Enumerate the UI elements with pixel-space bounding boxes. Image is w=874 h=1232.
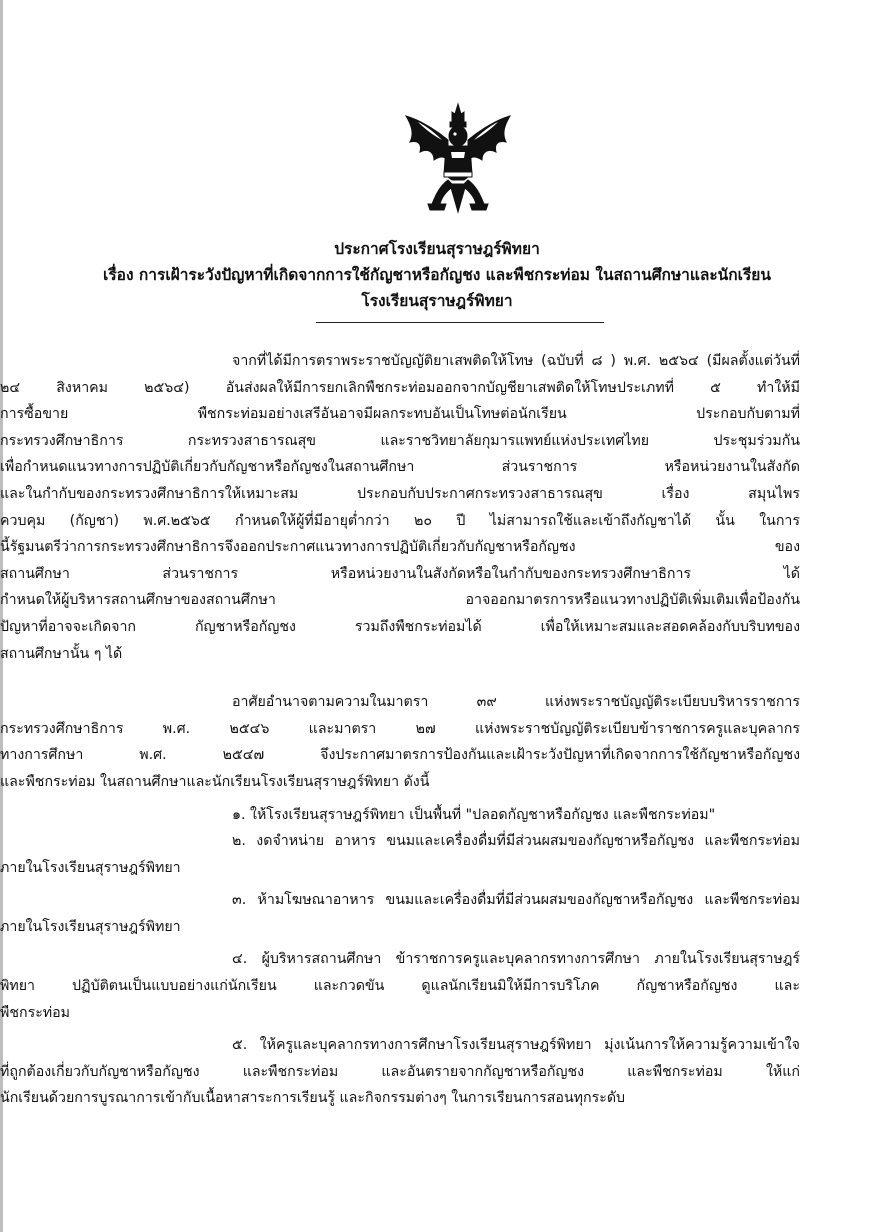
list-item-line: ๔. ผู้บริหารสถานศึกษา ข้าราชการครูและบุคลากรทางการศึกษา ภายในโรงเรียนสุราษฎร์ — [232, 951, 800, 968]
paragraph-line: เพื่อกำหนดแนวทางการปฏิบัติเกี่ยวกับกัญชาหรือกัญชงในสถานศึกษา ส่วนราชการ หรือหน่วยงานในสังกัด — [0, 459, 800, 476]
announcement-title: ประกาศโรงเรียนสุราษฎร์พิทยา — [334, 240, 540, 258]
list-item-line: ๒. งดจำหน่าย อาหาร ขนมและเครื่องดื่มที่มีส่วนผสมของกัญชาหรือกัญชง และพืชกระท่อม — [232, 833, 800, 850]
measure-list — [0, 802, 800, 1113]
paragraph-line: ปัญหาที่อาจจะเกิดจาก กัญชาหรือกัญชง รวมถึงพืชกระท่อมได้ เพื่อให้เหมาะสมและสอดคล้องกับบริบทของ — [0, 618, 800, 635]
paragraph-line: ทางการศึกษา พ.ศ. ๒๕๔๗ จึงประกาศมาตรการป้องกันและเฝ้าระวังปัญหาที่เกิดจากการใช้กัญชาหรือกัญชง — [0, 747, 800, 764]
list-item-line: พิทยา ปฏิบัติตนเป็นแบบอย่างแก่นักเรียน และกวดขัน ดูแลนักเรียนมิให้มีการบริโภค กัญชาหรือกัญชง และ — [0, 978, 800, 995]
announcement-school: โรงเรียนสุราษฎร์พิทยา — [361, 292, 513, 310]
list-item — [0, 887, 800, 940]
paragraph-line: กระทรวงศึกษาธิการ พ.ศ. ๒๕๔๖ และมาตรา ๒๗ แห่งพระราชบัญญัติระเบียบข้าราชการครูและบุคลากร — [0, 720, 800, 737]
announcement-heading — [60, 236, 814, 314]
paragraph-line: จากที่ได้มีการตราพระราชบัญญัติยาเสพติดให้โทษ (ฉบับที่ ๘ ) พ.ศ. ๒๕๖๔ (มีผลตั้งแต่วันที่ — [232, 353, 800, 369]
list-item-line: ภายในโรงเรียนสุราษฎร์พิทยา — [0, 918, 181, 935]
paragraph-line: ๒๔ สิงหาคม ๒๕๖๔) อันส่งผลให้มีการยกเลิกพืชกระท่อมออกจากบัญชียาเสพติดให้โทษประเภทที่ ๕ ทำให้มี — [0, 379, 800, 396]
paragraph-line: กระทรวงศึกษาธิการ กระทรวงสาธารณสุข และราชวิทยาลัยกุมารแพทย์แห่งประเทศไทย ประชุมร่วมกัน — [0, 432, 800, 449]
list-item-line: ที่ถูกต้องเกี่ยวกับกัญชาหรือกัญชง และพืชกระท่อม และอันตรายจากกัญชาหรือกัญชง และพืชกระท่อม ให้แก่ — [0, 1063, 800, 1080]
announcement-subject: เรื่อง การเฝ้าระวังปัญหาที่เกิดจากการใช้กัญชาหรือกัญชง และพืชกระท่อม ในสถานศึกษาและนักเรียน — [103, 266, 771, 284]
paragraph-line: นี้รัฐมนตรีว่าการกระทรวงศึกษาธิการจึงออกประกาศแนวทางการปฏิบัติเกี่ยวกับกัญชาหรือกัญชง ของ — [0, 539, 800, 556]
list-item — [0, 828, 800, 881]
paragraph-1 — [0, 348, 800, 667]
paragraph-line: กำหนดให้ผู้บริหารสถานศึกษาของสถานศึกษา อาจออกมาตรการหรือแนวทางปฏิบัติเพิ่มเติมเพื่อป้องกัน — [0, 592, 800, 609]
list-item-line: ๑. ให้โรงเรียนสุราษฎร์พิทยา เป็นพื้นที่ "ปลอดกัญชาหรือกัญชง และพืชกระท่อม" — [232, 806, 716, 823]
paragraph-line: ควบคุม (กัญชา) พ.ศ.๒๕๖๕ กำหนดให้ผู้ที่มีอายุต่ำกว่า ๒๐ ปี ไม่สามารถใช้และเข้าถึงกัญชาได้ นั้น ในการ — [0, 512, 800, 529]
paragraph-line: อาศัยอำนาจตามความในมาตรา ๓๙ แห่งพระราชบัญญัติระเบียบบริหารราชการ — [232, 694, 800, 711]
list-item-line: ภายในโรงเรียนสุราษฎร์พิทยา — [0, 859, 181, 876]
announcement-body — [0, 348, 800, 1112]
paragraph-line: สถานศึกษา ส่วนราชการ หรือหน่วยงานในสังกัดหรือในกำกับของกระทรวงศึกษาธิการ ได้ — [0, 565, 800, 582]
paragraph-2 — [0, 689, 800, 795]
list-item-line: ๕. ให้ครูและบุคลากรทางการศึกษาโรงเรียนสุราษฎร์พิทยา มุ่งเน้นการให้ความรู้ความเข้าใจ — [232, 1037, 800, 1054]
list-item — [140, 802, 800, 829]
list-item-line: นักเรียนด้วยการบูรณาการเข้ากับเนื้อหาสาระการเรียนรู้ และกิจกรรมต่างๆ ในการเรียนการสอนทุกระดับ — [0, 1090, 626, 1107]
paragraph-line: และพืชกระท่อม ในสถานศึกษาและนักเรียนโรงเรียนสุราษฎร์พิทยา ดังนี้ — [0, 773, 430, 790]
paragraph-line: การซื้อขาย พืชกระท่อมอย่างเสรีอันอาจมีผลกระทบอันเป็นโทษต่อนักเรียน ประกอบกับตามที่ — [0, 406, 800, 423]
garuda-emblem-icon — [398, 100, 518, 218]
paragraph-line: และในกำกับของกระทรวงศึกษาธิการให้เหมาะสม ประกอบกับประกาศกระทรวงสาธารณสุข เรื่อง สมุนไพร — [0, 485, 800, 502]
list-item — [0, 1032, 800, 1112]
list-item-line: ๓. ห้ามโฆษณาอาหาร ขนมและเครื่องดื่มที่มีส่วนผสมของกัญชาหรือกัญชง และพืชกระท่อม — [232, 892, 800, 909]
list-item — [0, 946, 800, 1026]
heading-divider — [316, 322, 604, 323]
paragraph-line: สถานศึกษานั้น ๆ ได้ — [0, 645, 123, 662]
list-item-line: พืชกระท่อม — [0, 1004, 71, 1021]
